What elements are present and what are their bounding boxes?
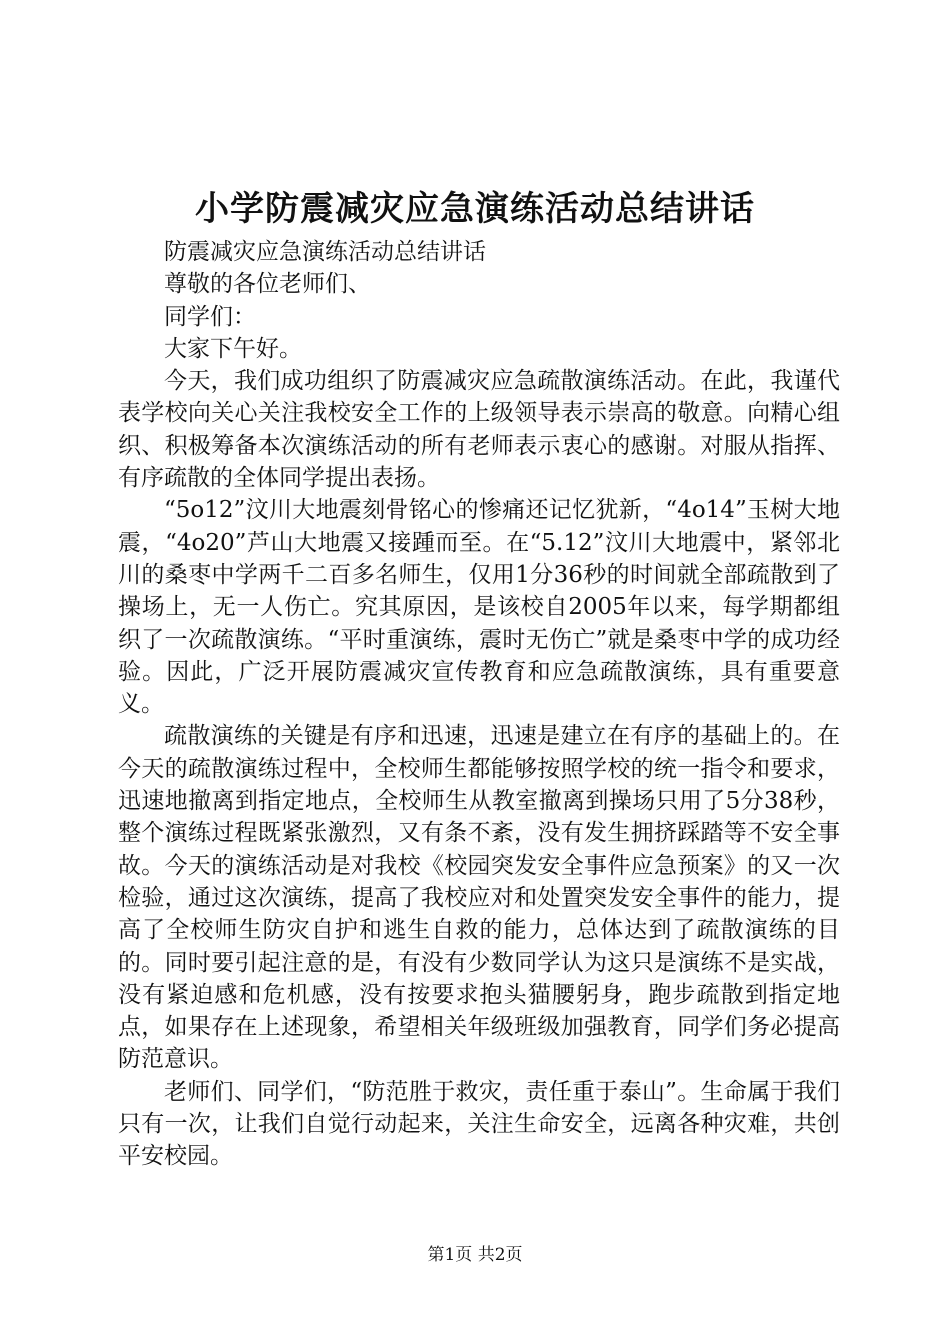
document-body xyxy=(118,236,840,1173)
paragraph-drill-review: 疏散演练的关键是有序和迅速，迅速是建立在有序的基础上的。在今天的疏散演练过程中，全校师生都能够按照学校的统一指令和要求，迅速地撤离到指定地点，全校师生从教室撤离到操场只用了5分38秒，整个演练过程既紧张激烈，又有条不紊，没有发生拥挤踩踏等不安全事故。今天的演练活动是对我校《校园突发安全事件应急预案》的又一次检验，通过这次演练，提高了我校应对和处置突发安全事件的能力，提高了全校师生防灾自护和逃生自救的能力，总体达到了疏散演练的目的。同时要引起注意的是，有没有少数同学认为这只是演练不是实战，没有紧迫感和危机感，没有按要求抱头猫腰躬身，跑步疏散到指定地点，如果存在上述现象，希望相关年级班级加强教育，同学们务必提高防范意识。 xyxy=(118,723,840,1073)
paragraph-earthquake-history: “5o12”汶川大地震刻骨铭心的惨痛还记忆犹新，“4o14”玉树大地震，“4o20”芦山大地震又接踵而至。在“5.12”汶川大地震中，紧邻北川的桑枣中学两千二百多名师生，仅用1分36秒的时间就全部疏散到了操场上，无一人伤亡。究其原因，是该校自2005年以来，每学期都组织了一次疏散演练。“平时重演练，震时无伤亡”就是桑枣中学的成功经验。因此，广泛开展防震减灾宣传教育和应急疏散演练，具有重要意义。 xyxy=(118,497,840,718)
paragraph-closing: 老师们、同学们，“防范胜于救灾，责任重于泰山”。生命属于我们只有一次，让我们自觉行动起来，关注生命安全，远离各种灾难，共创平安校园。 xyxy=(118,1078,840,1170)
document-title: 小学防震减灾应急演练活动总结讲话 xyxy=(195,189,755,229)
paragraph-subtitle: 防震减灾应急演练活动总结讲话 xyxy=(164,239,486,265)
page-footer: 第1页 共2页 xyxy=(427,1245,523,1265)
paragraph-thanks: 今天，我们成功组织了防震减灾应急疏散演练活动。在此，我谨代表学校向关心关注我校安全工作的上级领导表示崇高的敬意。向精心组织、积极筹备本次演练活动的所有老师表示衷心的感谢。对服从指挥、有序疏散的全体同学提出表扬。 xyxy=(118,368,840,492)
paragraph-salutation-teachers: 尊敬的各位老师们、 xyxy=(164,271,371,298)
paragraph-greeting: 大家下午好。 xyxy=(164,335,302,362)
paragraph-salutation-students: 同学们： xyxy=(164,303,256,330)
